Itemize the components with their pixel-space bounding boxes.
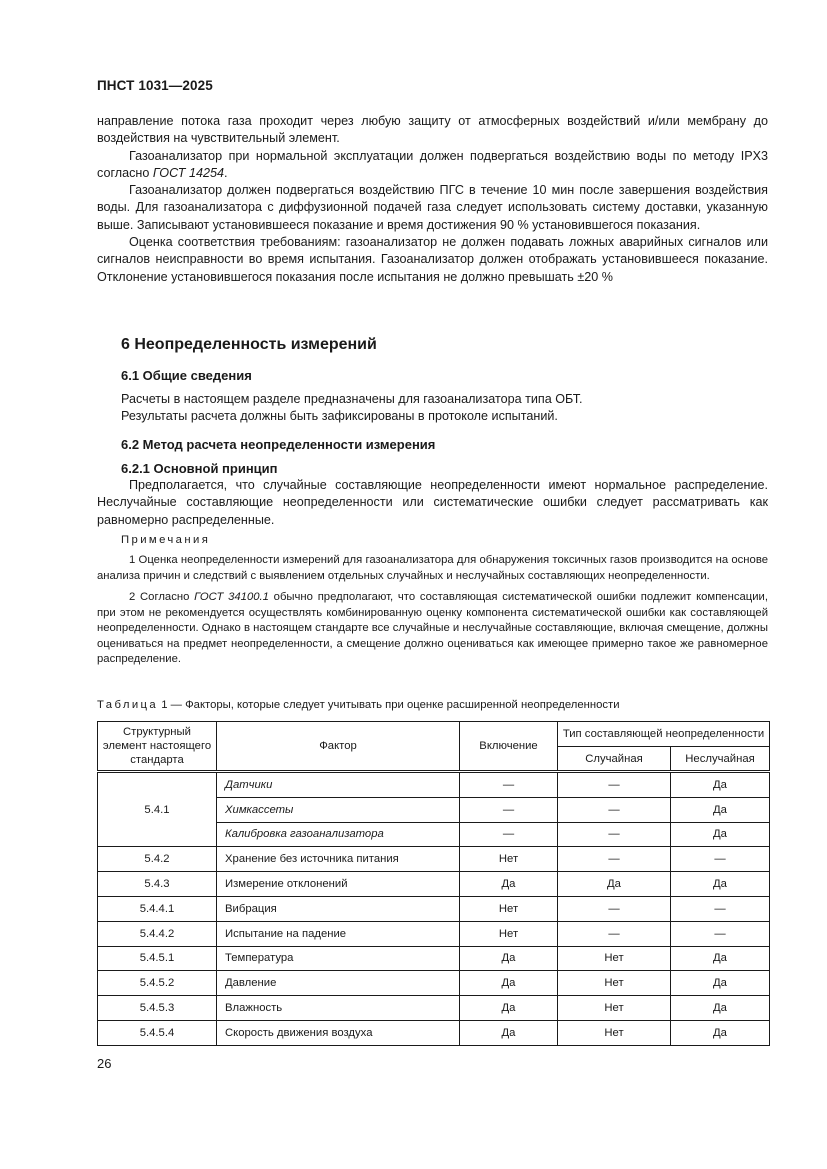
cell-inclusion: Да — [460, 996, 558, 1021]
table-row — [98, 847, 770, 872]
cell-random: — — [558, 797, 671, 822]
cell-random: — — [558, 896, 671, 921]
document-designation: ПНСТ 1031—2025 — [97, 78, 213, 93]
cell-element: 5.4.5.3 — [98, 996, 217, 1021]
cell-nonrandom: — — [671, 847, 770, 872]
paragraph — [97, 148, 768, 183]
cell-random: — — [558, 772, 671, 798]
cell-factor: Хранение без источника питания — [217, 847, 460, 872]
cell-random: — — [558, 921, 671, 946]
table-caption-text: 1 — Факторы, которые следует учитывать при оценке расширенной неопределенности — [158, 699, 620, 711]
cell-inclusion: Нет — [460, 921, 558, 946]
cell-inclusion: Нет — [460, 847, 558, 872]
note-text: 2 Согласно — [129, 591, 195, 603]
table-row — [98, 1020, 770, 1045]
paragraph: Предполагается, что случайные составляющие неопределенности имеют нормальное распределение. Неслучайные составляющие неопределенности или систематические ошибки следует рассматривать как равномерно распределенные. — [97, 478, 768, 527]
subsection-heading: 6.1 Общие сведения — [121, 368, 252, 383]
paragraph-text: . — [224, 165, 228, 180]
cell-element: 5.4.1 — [98, 772, 217, 847]
table-row — [98, 946, 770, 971]
cell-element: 5.4.5.4 — [98, 1020, 217, 1045]
cell-nonrandom: Да — [671, 1020, 770, 1045]
cell-random: Нет — [558, 971, 671, 996]
column-header-inclusion: Включение — [460, 722, 558, 772]
paragraph-text: Газоанализатор при нормальной эксплуатации должен подвергаться воздействию воды по методу IPX3 согласно — [97, 148, 768, 180]
cell-nonrandom: Да — [671, 946, 770, 971]
note-1: 1 Оценка неопределенности измерений для газоанализатора для обнаружения токсичных газов производится на основе анализа причин и следствий с выявлением отдельных случайных и неслучайных составляющих неопределенности. — [97, 554, 768, 582]
table-row — [98, 971, 770, 996]
cell-factor: Вибрация — [217, 896, 460, 921]
table-caption — [97, 699, 620, 711]
column-header-type-group: Тип составляющей неопределенности — [558, 722, 770, 747]
cell-nonrandom: — — [671, 921, 770, 946]
cell-factor: Измерение отклонений — [217, 872, 460, 897]
cell-inclusion: Да — [460, 971, 558, 996]
cell-element: 5.4.5.2 — [98, 971, 217, 996]
cell-nonrandom: Да — [671, 822, 770, 847]
paragraph: Газоанализатор должен подвергаться воздействию ПГС в течение 10 мин после завершения воздействия воды. Для газоанализатора с диффузионной подачей газа следует использовать систему доставки, указанную выше. Записывают установившееся показание и время достижения 90 % установившегося показания. — [97, 183, 768, 232]
subsection-heading: 6.2.1 Основной принцип — [121, 461, 278, 476]
table-row — [98, 921, 770, 946]
table-header-row — [98, 722, 770, 747]
notes-title: Примечания — [121, 534, 211, 546]
note-2 — [97, 590, 768, 668]
intro-text — [97, 113, 768, 286]
column-header-factor: Фактор — [217, 722, 460, 772]
cell-factor: Влажность — [217, 996, 460, 1021]
table-row — [98, 996, 770, 1021]
cell-random: — — [558, 847, 671, 872]
cell-factor: Химкассеты — [217, 797, 460, 822]
cell-inclusion: — — [460, 797, 558, 822]
text-line: Расчеты в настоящем разделе предназначены для газоанализатора типа ОБТ. — [121, 392, 583, 406]
paragraph: Оценка соответствия требованиям: газоанализатор не должен подавать ложных аварийных сигналов или сигналов неисправности во время испытания. Газоанализатор должен отображать установившееся показание. Отклонение установившегося показания после испытания не должно превышать ±20 % — [97, 235, 768, 284]
cell-element: 5.4.5.1 — [98, 946, 217, 971]
cell-nonrandom: Да — [671, 772, 770, 798]
cell-random: Нет — [558, 996, 671, 1021]
cell-inclusion: — — [460, 822, 558, 847]
column-header-nonrandom: Неслучайная — [671, 747, 770, 772]
cell-element: 5.4.4.2 — [98, 921, 217, 946]
cell-factor: Датчики — [217, 772, 460, 798]
table-row — [98, 772, 770, 798]
cell-element: 5.4.3 — [98, 872, 217, 897]
page-number: 26 — [97, 1056, 112, 1071]
cell-factor: Калибровка газоанализатора — [217, 822, 460, 847]
cell-element: 5.4.2 — [98, 847, 217, 872]
cell-inclusion: Да — [460, 872, 558, 897]
cell-random: Да — [558, 872, 671, 897]
cell-factor: Давление — [217, 971, 460, 996]
subsection-heading: 6.2 Метод расчета неопределенности измерения — [121, 437, 436, 452]
table-row — [98, 872, 770, 897]
cell-factor: Испытание на падение — [217, 921, 460, 946]
notes — [97, 553, 768, 668]
cell-random: Нет — [558, 1020, 671, 1045]
cell-nonrandom: Да — [671, 996, 770, 1021]
standard-reference: ГОСТ 34100.1 — [194, 591, 269, 603]
cell-inclusion: Да — [460, 946, 558, 971]
table-caption-label: Таблица — [97, 699, 159, 711]
column-header-element: Структурный элемент настоящего стандарта — [98, 722, 217, 772]
section-heading: 6 Неопределенность измерений — [121, 336, 377, 353]
table-row — [98, 896, 770, 921]
column-header-random: Случайная — [558, 747, 671, 772]
cell-nonrandom: Да — [671, 797, 770, 822]
cell-factor: Скорость движения воздуха — [217, 1020, 460, 1045]
cell-random: Нет — [558, 946, 671, 971]
factors-table — [97, 721, 770, 1046]
text-line: Результаты расчета должны быть зафиксированы в протоколе испытаний. — [121, 409, 558, 424]
paragraph: направление потока газа проходит через любую защиту от атмосферных воздействий и/или мембрану до воздействия на чувствительный элемент. — [97, 114, 768, 146]
cell-element: 5.4.4.1 — [98, 896, 217, 921]
section-6-1-text — [121, 391, 768, 426]
cell-factor: Температура — [217, 946, 460, 971]
cell-nonrandom: Да — [671, 872, 770, 897]
cell-nonrandom: Да — [671, 971, 770, 996]
cell-inclusion: Да — [460, 1020, 558, 1045]
cell-nonrandom: — — [671, 896, 770, 921]
section-6-2-1-text — [97, 477, 768, 529]
cell-inclusion: — — [460, 772, 558, 798]
cell-random: — — [558, 822, 671, 847]
note-text: обычно предполагают, что составляющая систематической ошибки подлежит компенсации, при этом не рекомендуется осуществлять комбинированную оценку компонента систематической ошибки как составляющей неопределенности. Однако в настоящем стандарте все случайные и неслучайные составляющие, включая смещение, должны оцениваться на предмет неопределенности, а смещение должно оцениваться как имеющее примерно такое же равномерное распределение. — [97, 591, 768, 665]
standard-reference: ГОСТ 14254 — [152, 165, 224, 180]
cell-inclusion: Нет — [460, 896, 558, 921]
